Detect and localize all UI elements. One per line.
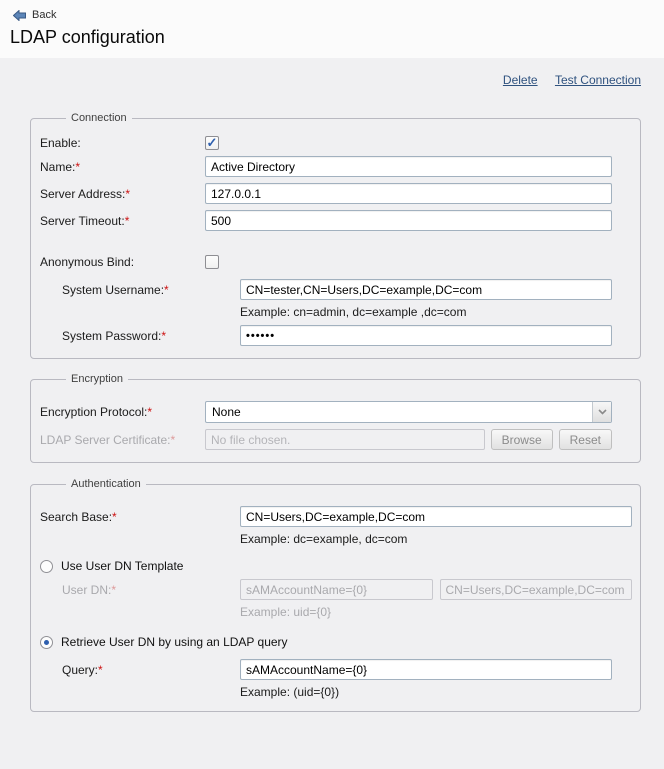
anonymous-bind-row <box>40 255 612 269</box>
search-base-label: Search Base:* <box>40 509 117 524</box>
page-title: LDAP configuration <box>10 27 165 47</box>
required-marker: * <box>98 662 103 677</box>
back-arrow-icon <box>13 10 26 21</box>
back-label: Back <box>32 9 57 21</box>
encryption-section <box>30 373 641 463</box>
search-base-input[interactable] <box>240 506 632 527</box>
encryption-protocol-value: None <box>212 405 241 419</box>
search-base-row <box>40 506 632 527</box>
system-username-row <box>40 279 612 300</box>
name-row <box>40 156 612 177</box>
name-label: Name:* <box>40 159 81 174</box>
anonymous-bind-checkbox[interactable] <box>205 255 219 269</box>
encryption-protocol-select[interactable] <box>205 401 612 423</box>
enable-checkbox[interactable] <box>205 136 219 150</box>
query-example: Example: (uid={0}) <box>240 685 340 699</box>
query-row <box>40 659 632 680</box>
enable-label: Enable: <box>40 136 81 150</box>
server-timeout-label: Server Timeout:* <box>40 213 130 228</box>
system-password-row <box>40 325 612 346</box>
user-dn-example: Example: uid={0} <box>240 605 332 619</box>
certificate-label: LDAP Server Certificate:* <box>40 432 176 447</box>
anonymous-bind-label: Anonymous Bind: <box>40 255 135 269</box>
page-header <box>0 0 664 58</box>
action-links <box>0 73 641 88</box>
system-username-example: Example: cn=admin, dc=example ,dc=com <box>240 305 467 319</box>
required-marker: * <box>75 159 81 174</box>
required-marker: * <box>161 328 167 343</box>
ldap-query-radio[interactable] <box>40 636 53 649</box>
dn-template-radio[interactable] <box>40 560 53 573</box>
system-username-label: System Username:* <box>62 282 169 297</box>
required-marker: * <box>164 282 169 297</box>
system-password-label: System Password:* <box>62 328 167 343</box>
search-base-example: Example: dc=example, dc=com <box>240 532 408 546</box>
user-dn-base-input <box>440 579 633 600</box>
ldap-query-option-label[interactable]: Retrieve User DN by using an LDAP query <box>61 635 288 649</box>
delete-link[interactable]: Delete <box>502 73 538 87</box>
chevron-down-icon <box>598 409 607 415</box>
test-connection-link[interactable]: Test Connection <box>554 73 641 87</box>
encryption-legend: Encryption <box>71 373 123 385</box>
connection-legend: Connection <box>71 112 127 124</box>
required-marker: * <box>111 582 117 597</box>
dn-template-option-label[interactable]: Use User DN Template <box>61 559 184 573</box>
system-password-input[interactable] <box>240 325 612 346</box>
authentication-legend: Authentication <box>71 478 141 490</box>
query-input[interactable] <box>240 659 612 680</box>
system-username-input[interactable] <box>240 279 612 300</box>
server-address-input[interactable] <box>205 183 612 204</box>
ldap-query-option-row <box>40 635 632 649</box>
certificate-file-input <box>205 429 485 450</box>
certificate-row <box>40 429 612 450</box>
dn-template-option-row <box>40 559 632 573</box>
check-icon: ✓ <box>206 134 218 150</box>
browse-button[interactable]: Browse <box>491 429 553 450</box>
required-marker: * <box>170 432 176 447</box>
back-button[interactable] <box>13 9 73 21</box>
encryption-protocol-label: Encryption Protocol:* <box>40 405 153 419</box>
required-marker: * <box>125 186 131 201</box>
reset-button[interactable]: Reset <box>559 429 612 450</box>
required-marker: * <box>147 405 153 419</box>
required-marker: * <box>124 213 130 228</box>
connection-section <box>30 112 641 359</box>
enable-row <box>40 136 612 150</box>
server-address-label: Server Address:* <box>40 186 131 201</box>
user-dn-label: User DN:* <box>62 582 117 597</box>
query-label: Query:* <box>62 662 103 677</box>
server-timeout-input[interactable] <box>205 210 612 231</box>
user-dn-row <box>40 579 632 600</box>
required-marker: * <box>112 509 117 524</box>
select-arrow-button[interactable] <box>592 402 611 422</box>
server-timeout-row <box>40 210 612 231</box>
encryption-protocol-row <box>40 401 612 423</box>
server-address-row <box>40 183 612 204</box>
user-dn-attribute-input <box>240 579 433 600</box>
name-input[interactable] <box>205 156 612 177</box>
authentication-section <box>30 478 641 712</box>
